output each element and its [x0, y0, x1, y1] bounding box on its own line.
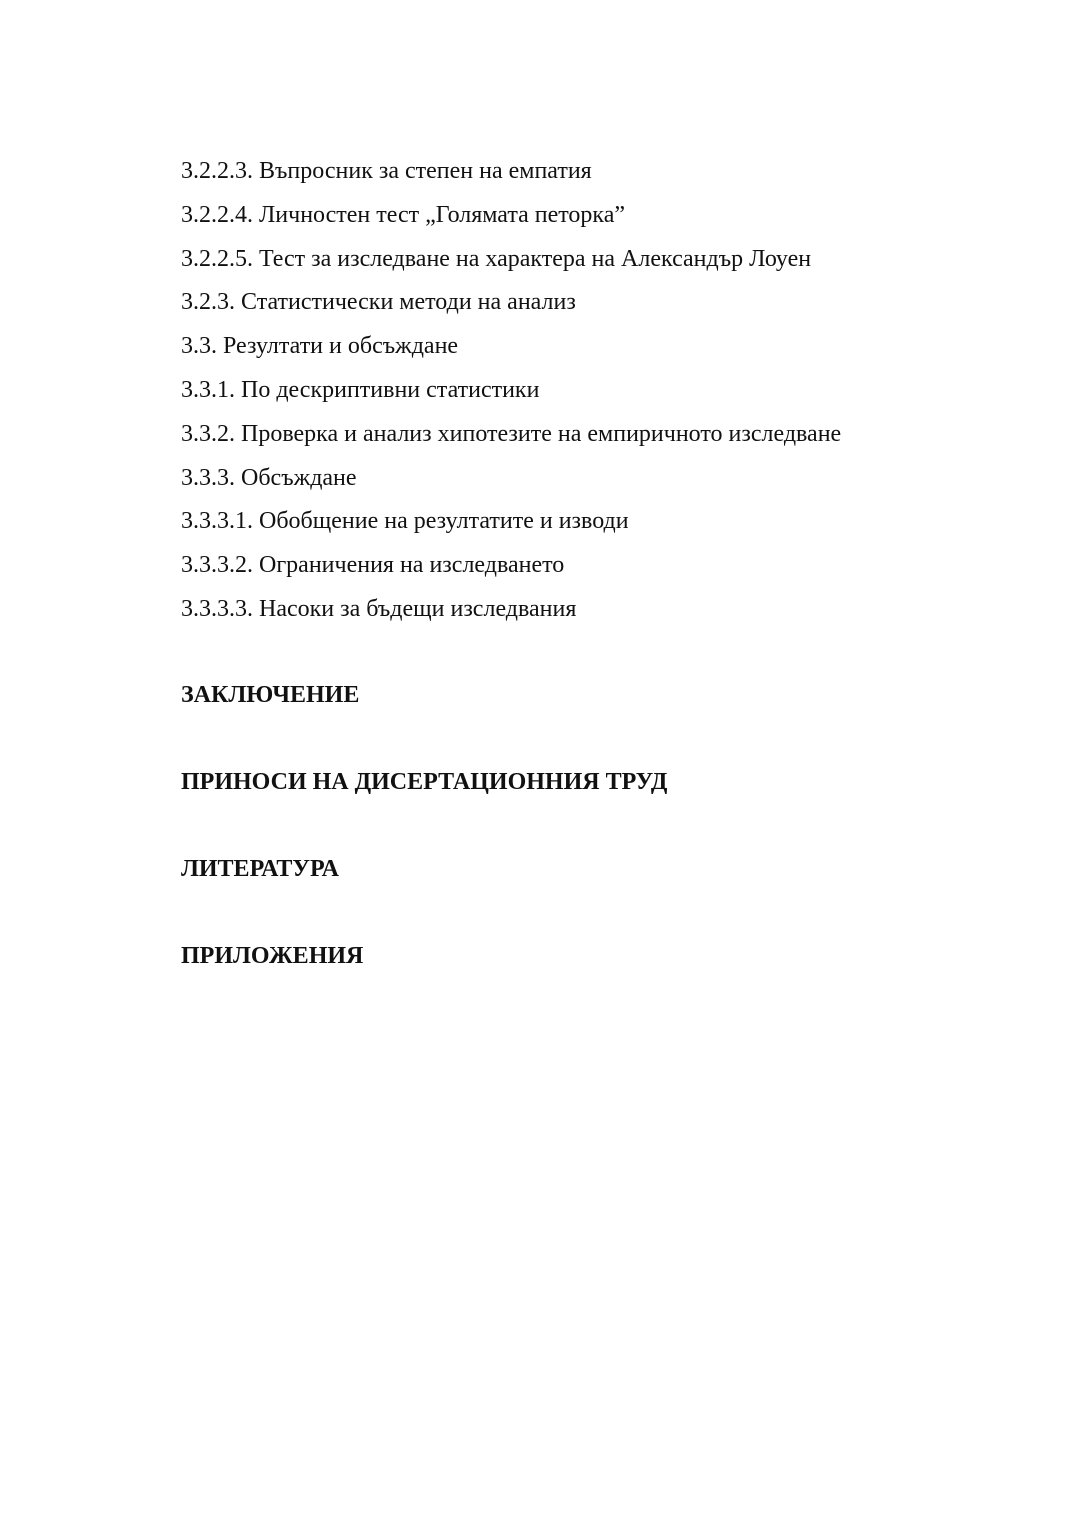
toc-entry-list	[181, 150, 1041, 632]
section-heading-contributions: ПРИНОСИ НА ДИСЕРТАЦИОННИЯ ТРУД	[181, 769, 668, 795]
toc-entry-3-3: 3.3. Резултати и обсъждане	[181, 333, 459, 360]
section-heading-literature: ЛИТЕРАТУРА	[181, 856, 339, 882]
toc-entry-3-2-2-3: 3.2.2.3. Въпросник за степен на емпатия	[181, 158, 592, 184]
toc-entry-3-2-3: 3.2.3. Статистически методи на анализ	[181, 289, 576, 316]
section-heading-conclusion: ЗАКЛЮЧЕНИЕ	[181, 682, 360, 708]
toc-entry-3-3-2: 3.3.2. Проверка и анализ хипотезите на емпиричното изследване	[181, 420, 842, 447]
toc-entry-3-3-3: 3.3.3. Обсъждане	[181, 464, 357, 491]
toc-entry-3-3-3-1: 3.3.3.1. Обобщение на резултатите и изводи	[181, 508, 629, 535]
section-heading-appendices: ПРИЛОЖЕНИЯ	[181, 943, 364, 969]
toc-section-list	[181, 675, 1041, 1023]
toc-entry-3-3-1: 3.3.1. По дескриптивни статистики	[181, 376, 540, 403]
toc-entry-3-3-3-3: 3.3.3.3. Насоки за бъдещи изследвания	[181, 595, 577, 622]
toc-entry-3-2-2-4: 3.2.2.4. Личностен тест „Голямата петорка”	[181, 201, 626, 228]
toc-entry-3-3-3-2: 3.3.3.2. Ограничения на изследването	[181, 552, 565, 579]
toc-entry-3-2-2-5: 3.2.2.5. Тест за изследване на характера на Александър Лоуен	[181, 245, 812, 272]
